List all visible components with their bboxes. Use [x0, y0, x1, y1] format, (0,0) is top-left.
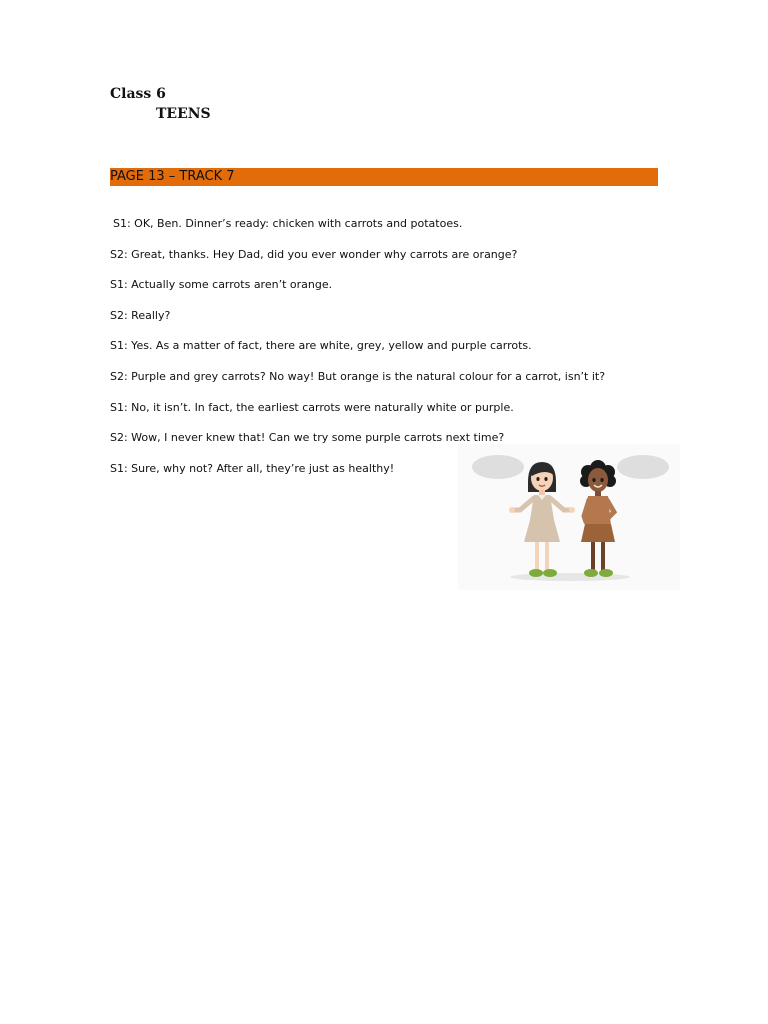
dialogue-line: S2: Really? — [110, 308, 171, 322]
dialogue-line: S2: Purple and grey carrots? No way! But orange is the natural colour for a carrot, isn’t it? — [110, 369, 606, 383]
dialogue-line: S1: Yes. As a matter of fact, there are white, grey, yellow and purple carrots. — [110, 339, 532, 353]
series-title: TEENS — [156, 106, 211, 122]
dialogue-line: S1: Sure, why not? After all, they’re just as healthy! — [110, 461, 395, 475]
dialogue-line: S1: OK, Ben. Dinner’s ready: chicken with carrots and potatoes. — [113, 217, 463, 230]
speech-bubble-right — [617, 455, 669, 479]
two-girls-talking-icon — [458, 444, 680, 590]
dialogue-line: S1: No, it isn’t. In fact, the earliest carrots were naturally white or purple. — [110, 400, 514, 414]
class-title: Class 6 — [110, 86, 166, 102]
dialogue-line: S1: Actually some carrots aren’t orange. — [110, 278, 333, 292]
speech-bubble-left — [472, 455, 524, 479]
dialogue-line: S2: Wow, I never knew that! Can we try some purple carrots next time? — [110, 431, 505, 445]
track-heading-bar: PAGE 13 – TRACK 7 — [110, 168, 658, 186]
dialogue-line: S2: Great, thanks. Hey Dad, did you ever wonder why carrots are orange? — [110, 247, 518, 261]
